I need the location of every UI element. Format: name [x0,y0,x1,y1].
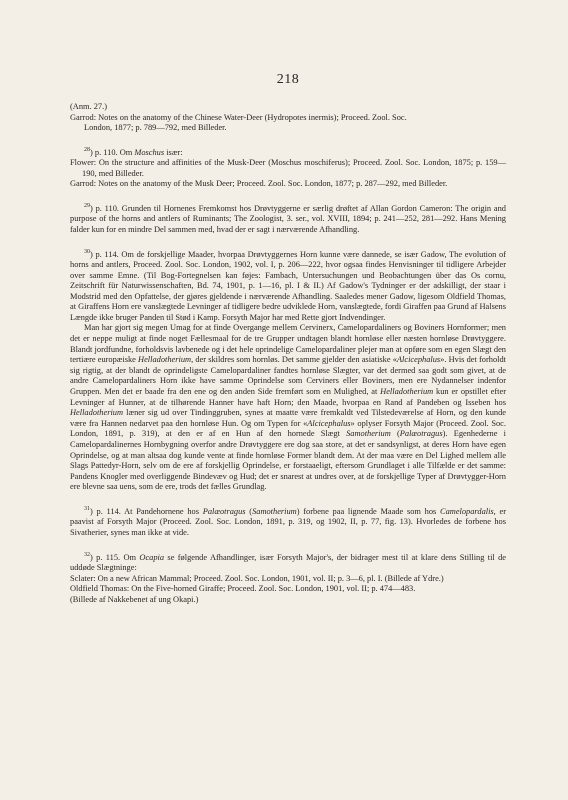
note-29 [70,201,506,236]
note-31: $^{31}$) p. 114. At Pandehornene hos Palæotragus (Samotherium) forbene paa lignende Maade som hos Camelopardalis, er paavist af Forsyth Major (Proceed. Zool. Soc. London, 1891, p. 319, og 1902, II, p. 77, fig. 13). Hvorledes de forbene hos Sivatherier, synes man ikke at vide. [70,505,506,537]
genus-name: Palæotragus [399,429,443,439]
note-28-reference-flower [70,158,506,179]
note-27 [70,102,506,134]
genus-name: Palæotragus [202,506,246,516]
note-32-reference-caption: (Billede af Nakkebenet af ung Okapi.) [70,594,199,604]
genus-name: Alcicephalus [307,418,351,428]
note-30-text: ) p. 114. Om de forskjellige Maader, hvorpaa Drøvtyggernes Horn kunne være dannede, se især Gadow, The evolution of horns and antlers, Proceed. Zool. Soc. London, 1902, vol. I, p. 206—222, hvor ogsaa findes Henvisninger til tidligere Arbejder over samme Emne. (Til Bog-Fortegnelsen kan føjes: Fambach, Untersuchungen und Beobachtungen über das Os cornu, Zeitschrift für Naturwissenschaften, Bd. 74, 1901, p. 1—16, pl. I & II.) Af Gadow's Tydninger er der adskilligt, der staar i Modstrid med den Opfattelse, der gjøres gjeldende i nærværende Afhandling. Saaledes mener Gadow, ligesom Oldfield Thomas, at Giraffens Horn ere vanslægtede Levninger af tidligere bedre udviklede Horn, vanslægtede, fordi Giraffen paa Grund af Halsens Længde ikke bruger Panden til Stød i Kamp. Forsyth Major har med Rette gjort Indvendinger. [70,249,506,322]
genus-name: Samotherium [252,506,297,516]
footnote-number: 28 [84,146,90,153]
genus-name: Moschus [134,147,165,157]
page-number: 218 [276,72,300,87]
footnote-number: 31 [84,505,90,512]
note-32-reference-thomas: Oldfield Thomas: On the Five-horned Giraffe; Proceed. Zool. Soc. London, 1901, vol. II; p. 474—483. [70,584,416,594]
note-27-line-2: London, 1877; p. 789—792, med Billeder. [84,123,227,133]
note-28-text: især: [164,147,183,157]
footnote-number: 29 [84,202,90,209]
footnote-number: 30 [84,248,90,255]
note-30 [70,247,506,493]
genus-name: Ocapia [139,552,165,562]
genus-name: Alcicephalus [396,355,441,365]
note-32: $^{32}$) p. 115. Om Ocapia se følgende Afhandlinger, især Forsyth Major's, der bidrager mest til at klare dens Stilling til de uddøde Slægtninge: Sclater: On a new African Mammal; Proceed. Zool. Soc. London, 1901, vol. II; p. 3—6, pl. I. (Billede af Ydre.) Oldfield Thomas: On the Five-horned Giraffe; Proceed. Zool. Soc. London, 1901, vol. II; p. 474—483. (Billede af Nakkebenet af ung Okapi.) [70,551,506,604]
note-27-line-1: Garrod: Notes on the anatomy of the Chinese Water-Deer (Hydropotes inermis); Proceed. Zool. Soc. [70,112,407,122]
note-28-line-3: 1875; p. 159—190, med Billeder. [82,158,506,178]
genus-name: Helladotherium [70,408,124,418]
genus-name: Camelopardalis [440,506,494,516]
note-28-text: ) p. 110. Om [90,147,135,157]
note-28-line-2: Flower: On the structure and affinities of the Musk-Deer (Moschus moschiferus); Proceed. Zool. Soc. London, [70,158,452,168]
note-32-reference-sclater: Sclater: On a new African Mammal; Proceed. Zool. Soc. London, 1901, vol. II; p. 3—6, pl. I. (Billede af Ydre.) [70,573,444,583]
genus-name: Helladotherium [380,387,434,397]
note-30-paragraph-2: Man har gjort sig megen Umag for at finde Overgange mellem Cervinerx, Camelopardaliners og Boviners Hornformer; men det er neppe muligt at finde noget Fællesmaal for de tre Grupper undtagen blandt hornløse eller næsten hornløse Drøvtyggere. Blandt jordfundne, forholdsvis lavbenede og i det hele oprindelige Camelopardaliner plejer man at opføre som en egen Slægt den tertiære europæiske Helladotherium, der skildres som hornløs. Det samme gjelder den asiatiske «Alcicephalus». Hvis det forholdt sig rigtig, at der blandt de oprindeligste Camelopardaliner fandtes hornløse Slægter, var det dermed saa godt som givet, at de andre Camelopardaliners Horn ikke have samme Oprindelse som Cerviners eller Boviners, men ere Nydannelser indenfor Gruppen. Men det er baade fra den ene og den anden Side fremført som en Mulighed, at Helladotherium kun er opstillet efter Levninger af Hunner, at de tilhørende Hanner have haft Horn; den Maade, hvorpaa en Rand af Pandeben og Isseben hos Helladotherium læner sig ud over Tindinggruben, synes at maatte være fremkaldt ved Tilstedeværelse af Horn, og den kunde være fra Hannen nedarvet paa den hornløse Hun. Og om Typen for «Alcicephalus» oplyser Forsyth Major (Proceed. Zool. Soc. London, 1891, p. 319), at den er af en Hun af den hornede Slægt Samotherium (Palæotragus). Egenhederne i Camelopardalinernes Hornbygning overfor andre Drøvtyggere ere dog saa store, at det er sandsynligst, at deres Horn have egen Oprindelse, og at man altsaa dog kunde vente at finde hornløse Former blandt dem. At der maa være en Del Lighed mellem alle Slags Pattedyr-Horn, selv om de ere af forskjellig Oprindelse, er forstaaeligt, eftersom Grundlaget i alle Tilfælde er det samme: Pandens Knogler med overliggende Bindevæv og Hud; det er snarest at undres over, at de forskjellige Typer af Drøvtygger-Horn ere blevne saa uens, som de ere, trods det fælles Grundlag. [70,323,506,492]
note-30-paragraph-1 [70,247,506,324]
genus-name: Samotherium [346,429,391,439]
note-28-intro [70,145,506,158]
note-28 [70,145,506,190]
genus-name: Helladotherium [138,355,192,365]
note-28-reference-garrod: Garrod: Notes on the anatomy of the Musk Deer; Proceed. Zool. Soc. London, 1877; p. 287—292, med Billeder. [70,179,448,189]
note-27-header: (Anm. 27.) [70,102,107,111]
note-29-text: ) p. 110. Grunden til Hornenes Fremkomst hos Drøvtyggerne er særlig drøftet af Allan Gordon Cameron: The origin and purpose of the horns and antlers of Ruminants; The Zoologist, 3. ser., vol. XVIII, 1894; p. 241—252, 281—292. Hans Mening falder kun for en mindre Del sammen med, hvad der er sagt i nærværende Afhandling. [70,203,506,234]
footnote-number: 32 [84,551,90,558]
